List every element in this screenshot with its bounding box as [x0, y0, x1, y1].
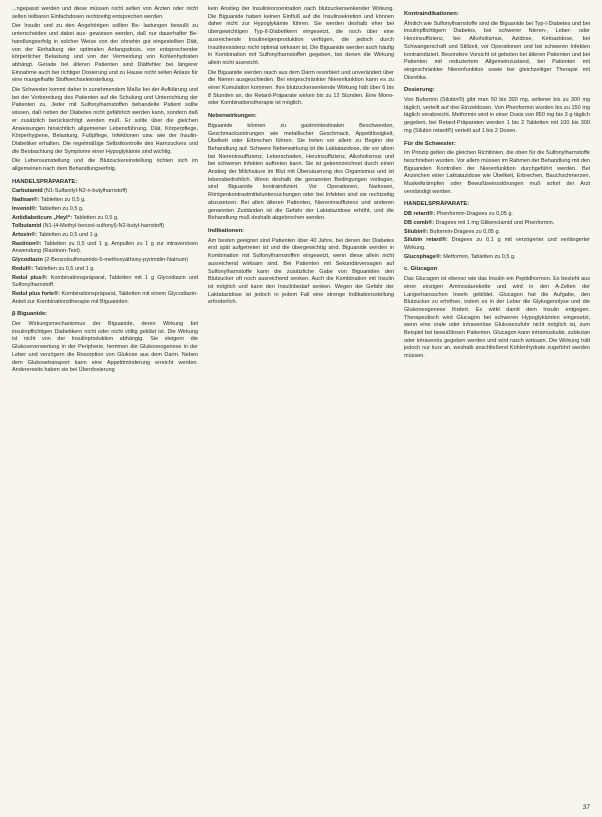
paragraph: Der Insulin und zu den Angehörigen sollten Be- lastungen bewußt zu unterscheiden und dabei aus- gewiesen werden, daß nur dauerhafter Be- handlungserfolg in solcher Weise von der ohnehin gut eingestellten Diät, von der Einhaltung der optimalen Anfangsdosis, von entsprechender körperlicher Belastung und von der Vermeidung von Kohlenhydraten abhängt. Gerade bei älteren Patienten sind Diätfehler bei längerer Einnahme auch bei richtiger Dosierung und zu Hause nicht selten Anlass für eine mangelhafte Stoffwechseleinstellung.	[12, 23, 198, 84]
product-entry	[12, 291, 198, 306]
product-name: Glycodiazin	[12, 257, 43, 264]
product-name: DB comb®:	[404, 219, 435, 226]
product-entry	[404, 237, 590, 252]
product-entry	[12, 215, 198, 223]
product-description: Phenformin-Dragees zu 0,05 g.	[434, 211, 513, 218]
section-heading: Dosierung:	[404, 87, 435, 94]
product-description: Dragees zu 0,1 g mit verzögerter und verlängerter Wirkung.	[404, 237, 590, 251]
column-middle	[208, 6, 394, 796]
paragraph: kein Anstieg der Insulinkonzentration nach blutzuckersenkender Wirkung. Die Biguanide haben keinen Einfluß auf die Insulinsekretion und können daher nicht zur Hypoglykämie führen. Sie werden deshalb eher bei übergewichtigen Typ-II-Diabetikern eingesetzt, die noch über eine ausreichende Insulineigenproduktion verfügen, die jedoch durch Insulinresistenz nicht optimal wirksam ist. Die Biguanide werden auch häufig in Kombination mit Sulfonylharnstoffen gegeben, bei denen die Wirkung allein nicht ausreicht.	[208, 6, 394, 66]
product-name: Artosin®:	[12, 231, 38, 238]
product-description: Dragees mit 1 mg Glibenclamid und Phenformin.	[434, 219, 555, 226]
product-entry	[12, 197, 198, 205]
column-right	[404, 6, 590, 796]
product-description: Tabletten zu 0,5 g.	[39, 197, 86, 204]
product-name: Silubin retard®:	[404, 237, 448, 244]
product-entry	[404, 254, 590, 262]
product-entry	[12, 266, 198, 274]
text-columns	[12, 6, 590, 796]
product-entry	[12, 223, 198, 231]
page-number: 37	[582, 804, 590, 811]
section-heading: Kontraindikationen:	[404, 11, 459, 17]
product-name: Antidiabeticum „Heyl“:	[12, 214, 73, 221]
section-heading: Für die Schwester:	[404, 140, 456, 147]
product-description: Tabletten zu 0,5 und 1 g, Ampullen zu 1 g zur intravenösen Anwendung (Rastinon-Test).	[12, 240, 198, 255]
product-description: Tabletten zu 0,5 und 1 g.	[33, 265, 95, 272]
product-name: Rastinon®:	[12, 240, 42, 247]
product-name: Invenol®:	[12, 205, 38, 212]
paragraph: Im Prinzip gelten die gleichen Richtlinien, die oben für die Sulfonylharnstoffe beschrieben wurden. Vor allem müssen im Rahmen der Behandlung mit den Biguaniden Kontrollen der Nierenfunktion durchgeführt werden. Bei Anzeichen einer Laktatazidose wie Übelkeit, Erbrechen, Bauchschmerzen, Muskelkrämpfen oder Bewußtseinsstörungen muß sofort der Arzt verständigt werden.	[404, 150, 590, 195]
product-entry	[12, 275, 198, 290]
paragraph: Von Buformin (Silubin®) gibt man 50 bis 300 mg, seltener bis zu 300 mg täglich, verteilt auf drei Einzeldosen. Von Phenformin wurden bis zu 150 mg täglich verabreicht. Metformin wird in einer Dosis von 850 mg bis 3 g täglich gegeben, bei Retard-Präparaten werden 1 bis 2 Tabletten mit 100 bis 300 mg (Silubin retard®) verteilt auf 1 bis 2 Dosen.	[404, 97, 590, 134]
paragraph: Am besten geeignet sind Patienten über 40 Jahre, bei denen der Diabetes erst spät aufgetreten ist und die übergewichtig sind. Biguanide werden in Kombination mit Sulfonylharnstoffen eingesetzt, wenn diese allein nicht ausreichend wirksam sind. Bei Patienten mit Sekundärversagen auf Sulfonylharnstoffe kann die zusätzliche Gabe von Biguaniden den Blutzucker oft noch ausreichend senken. Auch die Kombination mit Insulin ist möglich und kann den Insulinbedarf senken. Wegen der Gefahr der Laktatazidose ist jedoch in jedem Fall eine strenge Indikationsstellung erforderlich.	[208, 237, 394, 306]
section-heading: c. Glucagon	[404, 266, 438, 273]
product-description: (N1-(4-Methyl-benzol-sulfonyl)-N2-butyl-harnstoff)	[41, 223, 165, 230]
paragraph: Biguanide können zu gastrointestinalen Beschwerden, Geschmacksstörungen wie metallischer Geschmack, Appetitlosigkeit, Übelkeit oder Erbrechen führen. Sie treten vor allem zu Beginn der Behandlung auf. Schwere Nebenwirkung ist die Laktatazidose, die vor allem bei Niereninsuffizienz, Leberschaden, Herzinsuffizienz, Alkoholismus und bei schweren Infekten auftreten kann. Sie ist gekennzeichnet durch einen Anstieg der Milchsäure im Blut mit Übersäuerung des Organismus und ist lebensbedrohlich. Wenn deshalb die genannten Bedingungen vorliegen, sind Biguanide kontraindiziert. Vor Operationen, Narkosen, Röntgenkontrastmitteluntersuchungen oder bei Infekten sind sie rechtzeitig abzusetzen. Bei allen älteren Patienten, Niereninsuffizienz und anderen genannten Zuständen ist die Gefahr der Laktatazidose erhöht, und die Behandlung muß deshalb abgebrochen werden.	[208, 122, 394, 222]
product-name: Silubin®:	[404, 228, 429, 235]
product-description: Tabletten zu 0,5 g.	[72, 214, 119, 221]
paragraph: ...ngepasst werden und diese müssen nicht selten von Ärzten oder nicht selten teilbaren Einfachdosen rechtzeitig entsprechen werden.	[12, 6, 198, 20]
section-heading: Nebenwirkungen:	[208, 113, 257, 120]
product-description: Kombinationspräparat, Tabletten mit einem Glycodiazin-Anteil zur Kombinationstherapie mit Biguaniden.	[12, 290, 198, 305]
product-entry	[12, 188, 198, 196]
product-description: Metformin, Tabletten zu 0,5 g.	[441, 253, 516, 260]
product-entry	[404, 211, 590, 219]
paragraph: Ähnlich wie Sulfonylharnstoffe sind die Biguanide bei Typ-I-Diabetes und bei insulinpflichtigem Diabetes, bei schwerer Nieren-, Leber- oder Herzinsuffizienz, bei Alkoholismus, Azidose, Ketoazidose, bei Schwangerschaft und Stillzeit, vor Operationen und bei schweren Infekten kontraindiziert. Besondere Vorsicht ist geboten bei älteren Patienten und bei Patienten mit reduziertem Allgemeinzustand, bei Patienten mit eingeschränkter Nierenfunktion sowie bei gleichzeitiger Therapie mit Diuretika.	[404, 20, 590, 81]
product-entry	[12, 257, 198, 265]
product-description: (2-Benzolsulfonamido-5-methoxyäthoxy-pyrimidin-Natrium)	[42, 257, 189, 264]
product-description: Kombinationspräparat, Tabletten mit 1 g Glycodiazin und Sulfonylharnstoff.	[12, 274, 198, 289]
paragraph: Das Glucagon ist ebenso wie das Insulin ein Peptidhormon. Es besteht aus einer einzigen Aminosäurekette und wird in den A-Zellen der Langerhansschen Inseln gebildet. Glucagon hat die Aufgabe, den Blutzucker zu erhöhen, indem es in der Leber die Glykogenolyse und die Glukoneogenese fördert. Es wirkt damit dem Insulin entgegen. Therapeutisch wird Glucagon bei schweren Hypoglykämien eingesetzt, wenn eine orale oder intravenöse Glukosezufuhr nicht möglich ist, zum Beispiel bei bewußtlosen Patienten. Glucagon kann intramuskulär, subkutan oder intravenös gegeben werden und wird rasch wirksam. Die Wirkung hält jedoch nur kurz an, weshalb anschließend Kohlenhydrate zugeführt werden müssen.	[404, 276, 590, 360]
section-heading: β Biguanide:	[12, 311, 48, 318]
paragraph: Die Lebensumstellung und die Blutzuckereinstellung richten sich im allgemeinen nach dem Behandlungserfolg.	[12, 158, 198, 173]
product-name: Nadisan®:	[12, 197, 40, 204]
product-description: Tabletten zu 0,5 und 1 g.	[37, 231, 99, 238]
product-entry	[404, 229, 590, 237]
paragraph: Die Schwester kommt daher in zunehmendem Maße bei der Aufklärung und bei der Vorbereitung des Patienten auf die Schulung und Unterrichtung der Patienten zu. Jeder mit Sulfonylharnstoffen behandelte Patient sollte wissen, daß neben der Diabetes nicht gefährlich werden kann, sondern daß er zusätzlich berücksichtigt werden muß. Er sollte über die gleichen Anweisungen hinsichtlich allgemeiner Lebensführung, Diät, Körperpflege, Körperhygiene, Belastung, Fußpflege, Infektionen usw. wie der Insulin-Diabetiker erhalten. Die regelmäßige Selbstkontrolle des Harnzuckers und die Beobachtung der Symptome einer Hypoglykämie sind wichtig.	[12, 87, 198, 155]
paragraph: Der Wirkungsmechanismus der Biguanide, deren Wirkung bei insulinpflichtigen Diabetikern nicht oder nicht völlig geklärt ist. Die Wirkung ist nicht von der Insulinproduktion abhängig. Sie steigern die Glukoseverwertung in der Peripherie, hemmen die Glukoneogenese in der Leber und verzögern die Resorption von Glukose aus dem Darm. Neben dem Glukosetransport kann eine Appetitminderung erreicht werden. Andererseits haben sie bei Überdosierung	[12, 321, 198, 374]
product-name: Carbutamid	[12, 188, 43, 195]
section-heading: Indikationen:	[208, 227, 245, 234]
section-heading: HANDELSPRÄPARATE:	[12, 178, 78, 185]
paragraph: Die Biguanide werden rasch aus dem Darm resorbiert und unverändert über die Nieren ausgeschieden. Bei eingeschränkter Nierenfunktion kann es zu einer Kumulation kommen. Ihre blutzuckersenkende Wirkung hält über 6 bis 8 Stunden an, die Retard-Präparate wirken bis zu 12 Stunden. Eine Mono- oder Kombinationstherapie ist möglich.	[208, 69, 394, 107]
product-description: Buformin-Dragees zu 0,05 g.	[428, 228, 501, 235]
product-name: Redul plus forte®:	[12, 290, 60, 297]
product-name: Redul plus®:	[12, 274, 48, 281]
product-entry	[12, 232, 198, 240]
product-description: Tabletten zu 0,5 g.	[37, 205, 84, 212]
section-heading: HANDELSPRÄPARATE:	[404, 201, 470, 208]
product-name: Tolbutamid	[12, 223, 42, 230]
product-name: Redul®:	[12, 265, 34, 272]
product-entry	[12, 241, 198, 256]
product-name: DB retard®:	[404, 211, 435, 218]
column-left	[12, 6, 198, 796]
product-entry	[404, 220, 590, 228]
product-entry	[12, 206, 198, 214]
product-name: Glucophage®:	[404, 253, 442, 260]
product-description: (N1-Sulfanilyl-N2-n-butylharnstoff)	[42, 188, 128, 195]
